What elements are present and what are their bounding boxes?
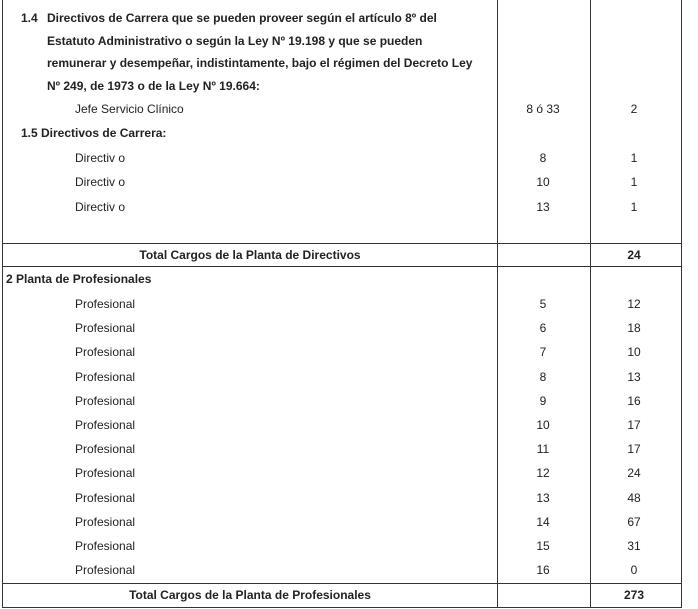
total-directivos-label: Total Cargos de la Planta de Directivos (139, 248, 361, 262)
row-cargos: 13 (627, 370, 641, 384)
row-cargos: 18 (627, 321, 641, 335)
row-grado: 12 (536, 466, 550, 480)
row-cargos: 67 (627, 515, 641, 529)
row-grado: 10 (536, 175, 550, 189)
row-grado: 13 (536, 200, 550, 214)
row-cargos: 24 (627, 466, 641, 480)
row-label: Profesional (75, 345, 136, 359)
row-grado: 7 (539, 345, 547, 359)
row-label: Profesional (75, 418, 136, 432)
total-profesionales-label: Total Cargos de la Planta de Profesionales (129, 588, 371, 602)
row-label: Profesional (75, 539, 136, 553)
row-grado: 11 (536, 442, 550, 456)
row-label: Profesional (75, 515, 136, 529)
total-directivos-value: 24 (627, 248, 641, 262)
row-cargos: 10 (627, 345, 641, 359)
row-grado: 8 (539, 370, 547, 384)
row-cargos: 0 (630, 563, 638, 577)
row-label: Profesional (75, 394, 136, 408)
row-grado: 10 (536, 418, 550, 432)
row-cargos: 16 (627, 394, 641, 408)
row-label: Directiv o (75, 151, 126, 165)
row-cargos: 31 (627, 539, 641, 553)
section-1-5-heading: 1.5 Directivos de Carrera: (21, 126, 167, 140)
row-cargos: 1 (630, 175, 638, 189)
total-profesionales-value: 273 (623, 588, 645, 602)
row-label: Profesional (75, 321, 136, 335)
row-grado: 14 (536, 515, 550, 529)
row-label: Profesional (75, 563, 136, 577)
row-divider (3, 266, 681, 267)
row-divider (3, 243, 681, 244)
row-grado: 8 (539, 151, 547, 165)
section-2-heading: 2 Planta de Profesionales (6, 272, 152, 286)
row-grado: 13 (536, 491, 550, 505)
row-label: Profesional (75, 466, 136, 480)
row-grado: 15 (536, 539, 550, 553)
row-cargos: 48 (627, 491, 641, 505)
row-grado: 6 (539, 321, 547, 335)
row-label: Profesional (75, 297, 136, 311)
row-label: Profesional (75, 491, 136, 505)
planta-table (2, 0, 682, 608)
row-label: Profesional (75, 442, 136, 456)
section-text: Directivos de Carrera que se pueden proveer según el artículo 8º del Estatuto Administrativo o según la Ley Nº 19.198 y que se pueden remunerar y desempeñar, indistintamente, bajo el régimen del Decreto Ley Nº 249, de 1973 o de la Ley Nº 19.664: (47, 11, 473, 93)
row-grado: 9 (539, 394, 547, 408)
row-grado: 16 (536, 563, 550, 577)
row-cargos: 2 (630, 102, 638, 116)
row-cargos: 17 (627, 442, 641, 456)
row-cargos: 1 (630, 151, 638, 165)
row-label: Directiv o (75, 175, 126, 189)
row-cargos: 1 (630, 200, 638, 214)
row-divider (3, 583, 681, 584)
row-grado: 8 ó 33 (526, 102, 560, 116)
row-cargos: 17 (627, 418, 641, 432)
row-label: Directiv o (75, 200, 126, 214)
row-label: Jefe Servicio Clínico (75, 102, 184, 116)
section-1-4-heading (21, 7, 481, 97)
row-label: Profesional (75, 370, 136, 384)
row-cargos: 12 (627, 297, 641, 311)
row-grado: 5 (539, 297, 547, 311)
section-number: 1.4 (21, 11, 38, 25)
